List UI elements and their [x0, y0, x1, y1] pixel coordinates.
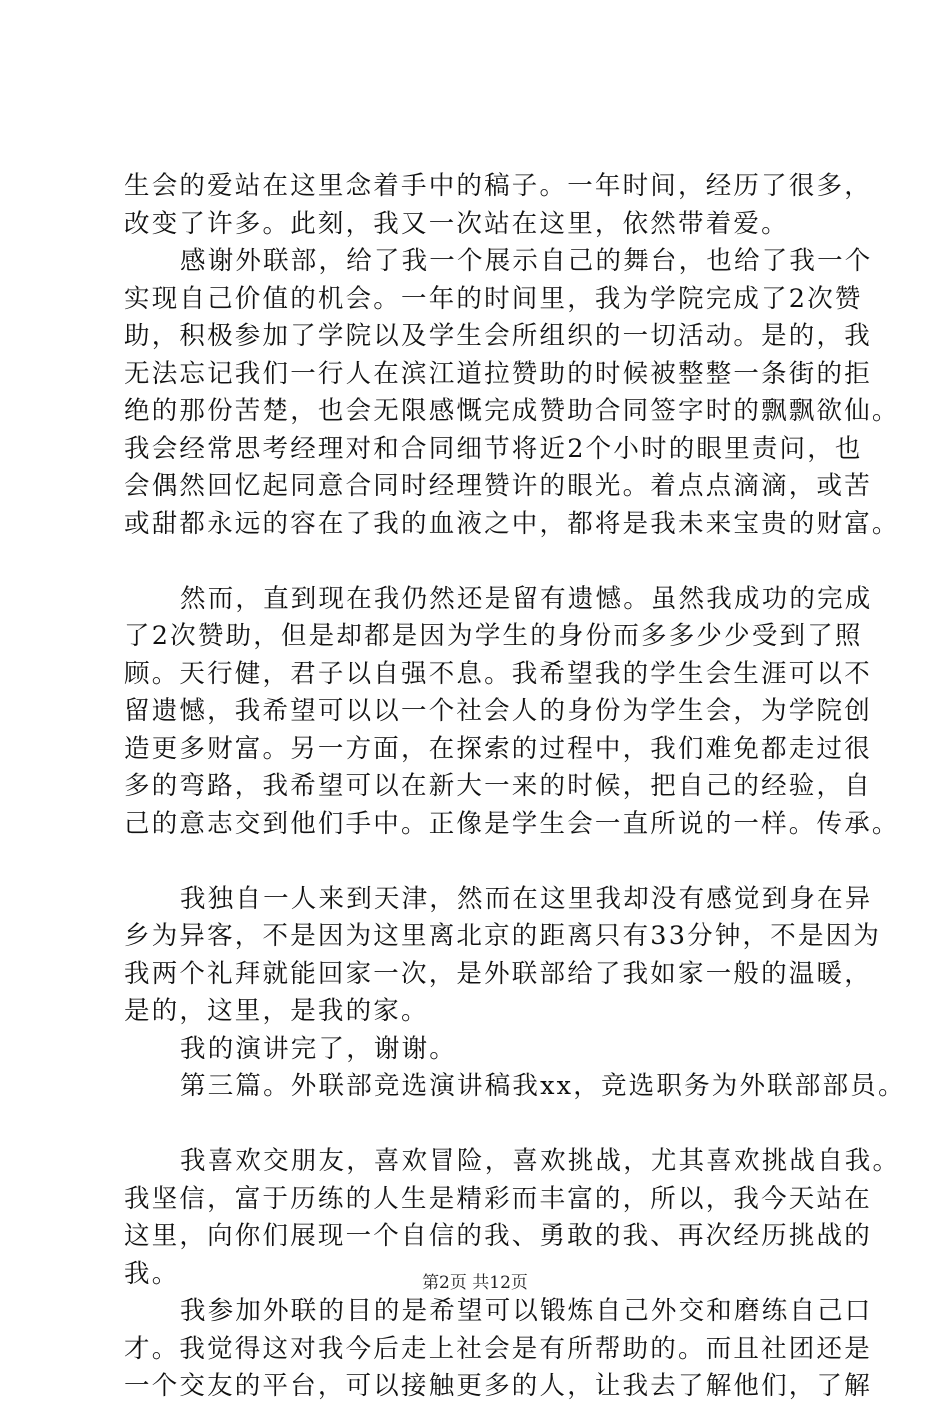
text-line: 我两个礼拜就能回家一次，是外联部给了我如家一般的温暖， [124, 958, 872, 989]
text-line: 造更多财富。另一方面，在探索的过程中，我们难免都走过很 [124, 733, 872, 764]
paragraph-start-line: 然而，直到现在我仍然还是留有遗憾。虽然我成功的完成 [180, 583, 873, 614]
paragraph-start-line: 我的演讲完了，谢谢。 [180, 1033, 458, 1064]
paragraph-start-line: 感谢外联部，给了我一个展示自己的舞台，也给了我一个 [180, 246, 873, 276]
page-footer [0, 1268, 950, 1293]
text-line: 是的，这里，是我的家。 [124, 996, 429, 1026]
text-line: 会偶然回忆起同意合同时经理赞许的眼光。着点点滴滴，或苦 [124, 471, 872, 501]
text-line: 了2次赞助，但是却都是因为学生的身份而多多少少受到了照 [124, 621, 863, 651]
text-line: 我会经常思考经理对和合同细节将近2个小时的眼里责问，也 [124, 433, 863, 464]
paragraph-gap [124, 1106, 854, 1144]
text-line: 无法忘记我们一行人在滨江道拉赞助的时候被整整一条街的拒 [124, 358, 872, 389]
paragraph-gap [124, 543, 854, 581]
text-line: 才。我觉得这对我今后走上社会是有所帮助的。而且社团还是 [124, 1333, 872, 1364]
text-line: 一个交友的平台，可以接触更多的人，让我去了解他们，了解 [124, 1371, 872, 1401]
text-line: 我。 [124, 1258, 180, 1289]
text-line: 顾。天行健，君子以自强不息。我希望我的学生会生涯可以不 [124, 658, 872, 689]
paragraph-start-line: 我独自一人来到天津，然而在这里我却没有感觉到身在异 [180, 883, 873, 914]
text-line: 留遗憾，我希望可以以一个社会人的身份为学生会，为学院创 [124, 696, 872, 726]
text-line: 这里，向你们展现一个自信的我、勇敢的我、再次经历挑战的 [124, 1221, 872, 1251]
paragraph-start-line: 我参加外联的目的是希望可以锻炼自己外交和磨练自己口 [180, 1296, 873, 1326]
text-line: 乡为异客，不是因为这里离北京的距离只有33分钟，不是因为 [124, 921, 882, 951]
document-body [124, 168, 906, 1406]
page-number: 第2页 共12页 [422, 1273, 528, 1293]
paragraph-gap [124, 843, 854, 881]
text-line: 生会的爱站在这里念着手中的稿子。一年时间，经历了很多， [124, 171, 872, 201]
text-line: 绝的那份苦楚，也会无限感慨完成赞助合同签字时的飘飘欲仙。 [124, 396, 900, 426]
text-line: 我坚信，富于历练的人生是精彩而丰富的，所以，我今天站在 [124, 1183, 872, 1214]
text-line: 或甜都永远的容在了我的血液之中，都将是我未来宝贵的财富。 [124, 508, 900, 539]
text-line: 助，积极参加了学院以及学生会所组织的一切活动。是的，我 [124, 321, 872, 351]
text-line: 己的意志交到他们手中。正像是学生会一直所说的一样。传承。 [124, 808, 900, 839]
text-line: 改变了许多。此刻，我又一次站在这里，依然带着爱。 [124, 208, 789, 239]
section-heading-line: 第三篇。外联部竞选演讲稿我xx，竞选职务为外联部部员。 [180, 1071, 906, 1101]
text-line: 实现自己价值的机会。一年的时间里，我为学院完成了2次赞 [124, 283, 863, 314]
text-line: 多的弯路，我希望可以在新大一来的时候，把自己的经验，自 [124, 771, 872, 801]
paragraph-start-line: 我喜欢交朋友，喜欢冒险，喜欢挑战，尤其喜欢挑战自我。 [180, 1146, 901, 1176]
